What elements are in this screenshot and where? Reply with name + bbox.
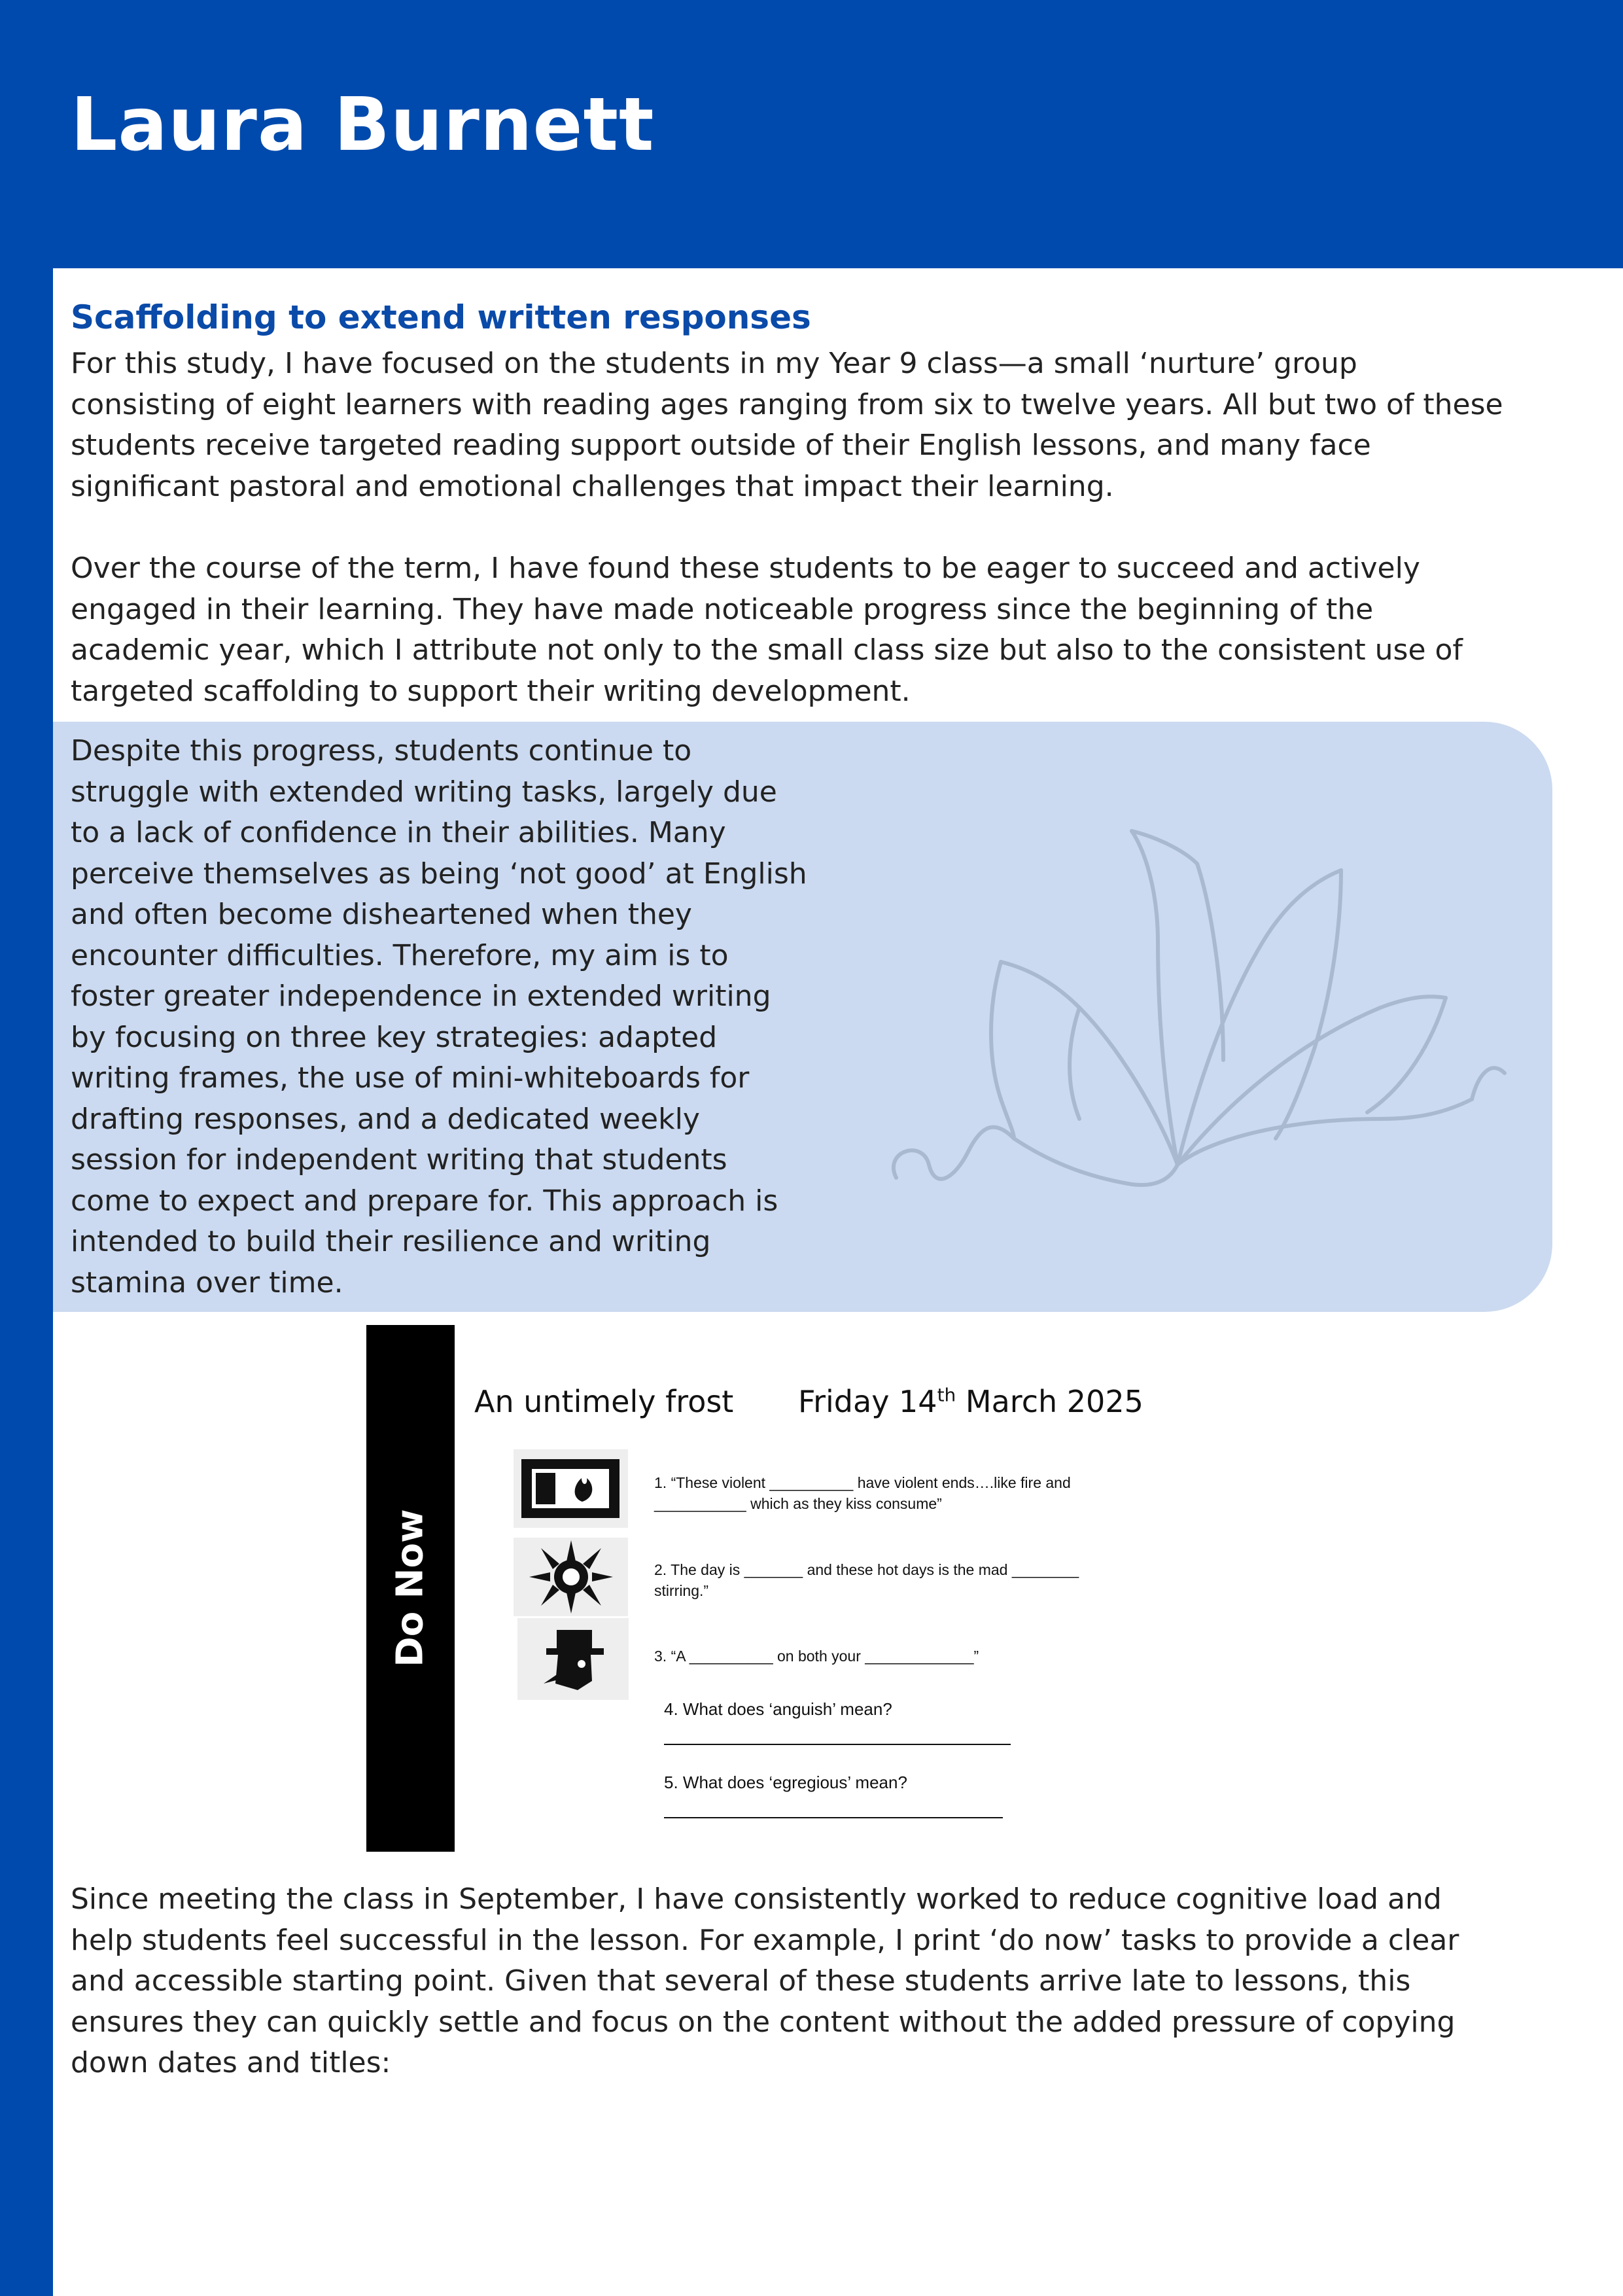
- open-book-line-art-icon: [883, 811, 1511, 1204]
- plague-doctor-icon: [517, 1618, 629, 1700]
- answer-line-4: [664, 1744, 1011, 1745]
- question-5: 5. What does ‘egregious’ mean?: [664, 1773, 907, 1792]
- question-2-line-1: 2. The day is _______ and these hot days is the mad ________: [654, 1561, 1079, 1578]
- section-title: Scaffolding to extend written responses: [71, 298, 811, 336]
- question-4: 4. What does ‘anguish’ mean?: [664, 1699, 892, 1719]
- do-now-paragraph: Since meeting the class in September, I have consistently worked to reduce cognitive load and help students feel successful in the lesson. For example, I print ‘do now’ tasks to provide a clear and accessible starting point. Given that several of these students arrive late to lessons, this ensures they can quickly settle and focus on the content without the added pressure of copying down dates and titles:: [71, 1882, 1459, 2079]
- progress-paragraph: Over the course of the term, I have found these students to be eager to succeed and actively engaged in their learning. They have made noticeable progress since the beginning of the academic year, which I attribute not only to the small class size but also to the consistent use of targeted scaffolding to support their writing development.: [71, 552, 1463, 708]
- question-1-line-2: ___________ which as they kiss consume”: [654, 1495, 942, 1512]
- question-2-line-2: stirring.”: [654, 1582, 709, 1599]
- left-accent-bar: [0, 268, 53, 2296]
- matchbox-fire-icon: [514, 1449, 628, 1528]
- sun-icon: [514, 1538, 628, 1616]
- worksheet-date: Friday 14th March 2025: [798, 1384, 1143, 1419]
- page-header: [0, 0, 1623, 268]
- intro-paragraph: For this study, I have focused on the students in my Year 9 class—a small ‘nurture’ group consisting of eight learners with reading ages ranging from six to twelve years. All but two of these students receive targeted reading support outside of their English lessons, and many face significant pastoral and emotional challenges that impact their learning.: [71, 347, 1503, 503]
- question-3: 3. “A __________ on both your _____________”: [654, 1648, 979, 1665]
- question-1-line-1: 1. “These violent __________ have violent ends….like fire and: [654, 1474, 1071, 1491]
- do-now-bar: [366, 1325, 455, 1852]
- author-name: Laura Burnett: [71, 82, 655, 168]
- aim-paragraph: Despite this progress, students continue to struggle with extended writing tasks, largely due to a lack of confidence in their abilities. Many perceive themselves as being ‘not good’ at English and often become disheartened when they encounter difficulties. Therefore, my aim is to foster greater independence in extended writing by focusing on three key strategies: adapted writing frames, the use of mini-whiteboards for drafting responses, and a dedicated weekly session for independent writing that students come to expect and prepare for. This approach is intended to build their resilience and writing stamina over time.: [71, 734, 807, 1299]
- do-now-label: Do Now: [389, 1509, 432, 1667]
- worksheet-title: An untimely frost: [474, 1384, 734, 1419]
- answer-line-5: [664, 1817, 1003, 1818]
- do-now-worksheet: [366, 1325, 1164, 1852]
